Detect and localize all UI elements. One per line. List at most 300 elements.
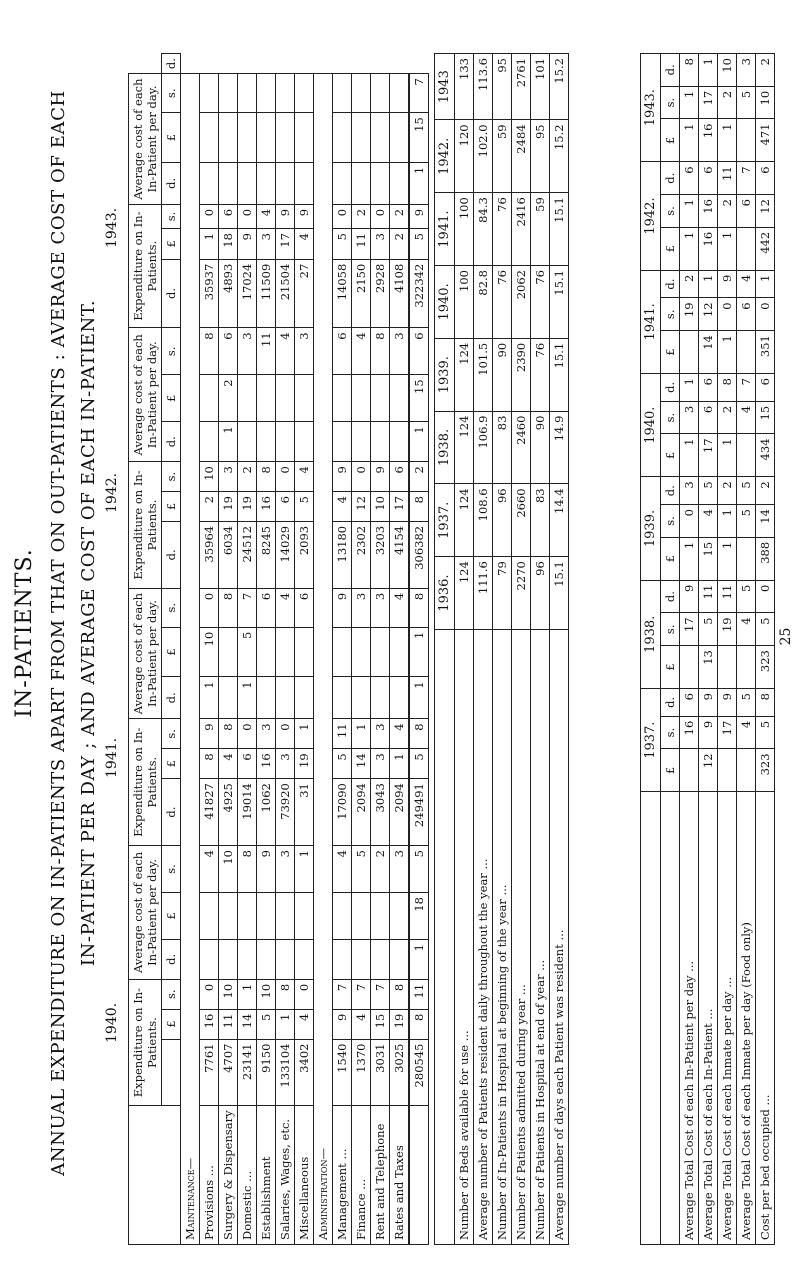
unit-header: s. [661,716,680,749]
cell-value: 2928 [371,259,390,328]
cell-value [371,162,390,204]
cell-value [295,422,314,462]
cell-value: 1 [680,227,699,270]
cell-value [276,939,295,979]
cell-value: 3 [371,749,390,779]
cell-value [200,893,219,940]
cell-value: 90 [493,338,512,411]
cell-value: 4154 [390,521,410,588]
table-row [295,54,314,1245]
unit-header: £ [162,229,181,260]
cell-value: 5 [333,749,352,779]
cell-value: 2 [756,54,775,87]
year-header: 1943 [435,54,455,120]
cell-value [276,375,295,422]
cell-value: 8 [276,979,295,1009]
cell-value: 4 [295,462,314,492]
cell-value: 4 [390,588,410,627]
cell-value: 0 [333,204,352,228]
expenditure-table [128,53,429,1245]
total-value: 2 [409,462,429,492]
cell-value: 9 [200,719,219,749]
cell-value: 14 [756,505,775,538]
cell-value: 16 [699,119,718,162]
cell-value: 2 [718,195,737,228]
unit-header: s. [661,505,680,538]
row-label: Miscellaneous [295,1106,314,1245]
cell-value: 11 [699,580,718,613]
unit-header: s. [162,846,181,893]
cell-value: 108.6 [474,484,493,557]
cell-value: 31 [295,779,314,846]
cell-value [257,74,276,113]
cell-value [219,113,238,163]
cell-value: 2390 [512,338,531,411]
cell-value: 19 [390,1009,410,1039]
cell-value [390,74,410,113]
row-label: Rates and Taxes [390,1106,410,1245]
cell-value: 95 [531,120,550,193]
cell-value [737,331,756,374]
cell-value: 0 [238,719,257,749]
unit-header: d. [661,477,680,505]
unit-header: £ [162,749,181,779]
cell-value: 0 [200,588,219,627]
cell-value [295,375,314,422]
cell-value: 11 [352,229,371,260]
unit-header: d. [162,54,181,74]
unit-header: s. [162,979,181,1009]
unit-header: £ [661,331,680,374]
table-row [455,54,474,1245]
cell-value: 5 [333,229,352,260]
cell-value [390,113,410,163]
total-value: 18 [409,893,429,940]
cell-value [276,893,295,940]
cell-value [371,74,390,113]
cell-value [276,113,295,163]
cell-value: 471 [756,119,775,162]
cell-value: 2 [238,462,257,492]
cell-value [219,939,238,979]
cell-value: 133 [455,54,474,120]
cell-value: 6 [390,462,410,492]
section-row [314,54,333,1245]
table-row [756,54,775,1245]
cell-value: 2761 [512,54,531,120]
units-row [661,54,680,1245]
unit-header: d. [162,677,181,719]
label-header [435,629,455,1244]
cell-value: 7761 [200,1039,219,1106]
total-value: 8 [409,588,429,627]
cell-value: 2094 [352,779,371,846]
table-row [200,54,219,1245]
cell-value [295,74,314,113]
cell-value: 0 [276,719,295,749]
cell-value [737,434,756,477]
cell-value [219,74,238,113]
cell-value: 15.2 [550,120,569,193]
cell-value: 388 [756,537,775,580]
cell-value: 3 [680,477,699,505]
cell-value: 19014 [238,779,257,846]
cell-value [219,677,238,719]
year-header: 1938. [641,580,661,688]
cell-value: 4108 [390,259,410,328]
cell-value [352,162,371,204]
cell-value: 6 [680,162,699,195]
cell-value: 7 [737,162,756,195]
cell-value: 4 [699,505,718,538]
cell-value: 10 [257,979,276,1009]
cell-value: 3 [371,229,390,260]
cell-value: 2 [718,477,737,505]
unit-header: £ [661,537,680,580]
cell-value: 4707 [219,1039,238,1106]
cell-value: 4 [295,1009,314,1039]
cell-value: 3 [680,401,699,434]
cell-value: 5 [238,627,257,677]
total-value: 5 [409,846,429,893]
cell-value: 0 [718,298,737,331]
cell-value: 76 [493,193,512,266]
cell-value: 8 [756,689,775,717]
cell-value: 1 [680,195,699,228]
total-value: 7 [409,74,429,113]
cell-value [352,893,371,940]
cell-value: 1 [680,537,699,580]
cell-value: 323 [756,646,775,689]
year-headings [104,53,124,1113]
cell-value: 13 [699,646,718,689]
row-label: Average number of Patients resident daily throughout the year ... [474,629,493,1244]
cell-value: 4 [737,716,756,749]
cell-value: 4 [333,492,352,522]
cell-value [333,113,352,163]
cell-value: 82.8 [474,266,493,339]
cell-value: 16 [257,492,276,522]
cell-value: 16 [699,195,718,228]
cell-value [276,677,295,719]
cell-value: 5 [737,689,756,717]
cell-value [238,893,257,940]
cell-value: 6 [756,374,775,402]
unit-header: £ [661,227,680,270]
cell-value: 4 [737,401,756,434]
year-header: 1937. [641,689,661,792]
cell-value: 15.1 [550,557,569,630]
table-row [512,54,531,1245]
year-header: 1938. [435,411,455,484]
cell-value: 9 [371,462,390,492]
cell-value: 12 [699,298,718,331]
average-header: Average cost of each In-Patient per day. [129,588,162,719]
unit-header: d. [162,162,181,204]
cell-value: 11 [718,580,737,613]
total-value: 1 [409,677,429,719]
row-label: Salaries, Wages, etc. [276,1106,295,1245]
cell-value: 6 [737,298,756,331]
year-header: 1940. [435,266,455,339]
cell-value: 3 [276,846,295,893]
total-value: 1 [409,422,429,462]
cell-value: 17 [390,492,410,522]
cell-value: 19 [295,749,314,779]
cell-value [238,939,257,979]
year-header: 1937. [435,484,455,557]
cell-value: 17024 [238,259,257,328]
cell-value: 2 [371,846,390,893]
cell-value: 9 [718,689,737,717]
row-label: Cost per bed occupied ... [756,792,775,1245]
row-label: Average Total Cost of each In-Patient ... [699,792,718,1245]
year-heading: 1942. [104,472,120,513]
cell-value: 1 [718,331,737,374]
year-header: 1942. [641,162,661,270]
cell-value: 4925 [219,779,238,846]
total-value: 249491 [409,779,429,846]
cell-value: 100 [455,193,474,266]
cell-value [295,162,314,204]
cell-value: 8 [219,719,238,749]
cell-value: 5 [737,477,756,505]
year-header: 1941. [641,270,661,373]
cell-value: 2270 [512,557,531,630]
row-label [409,1106,429,1245]
cell-value: 10 [219,979,238,1009]
cell-value: 10 [219,846,238,893]
cell-value: 17 [699,86,718,119]
cell-value [390,939,410,979]
cell-value: 1370 [352,1039,371,1106]
cell-value: 2 [718,401,737,434]
row-label: Number of Beds available for use ... [455,629,474,1244]
cell-value: 2484 [512,120,531,193]
cell-value: 1 [699,54,718,87]
table-row [257,54,276,1245]
cell-value: 2 [756,477,775,505]
row-label: Number of Patients in Hospital at end of year ... [531,629,550,1244]
cell-value: 8245 [257,521,276,588]
cell-value: 18 [219,229,238,260]
cell-value [295,677,314,719]
cell-value [371,113,390,163]
cell-value: 19 [680,298,699,331]
cell-value [200,74,219,113]
table-row [737,54,756,1245]
cell-value: 17 [276,229,295,260]
cell-value: 2660 [512,484,531,557]
cell-value: 1 [200,677,219,719]
table-row [333,54,352,1245]
cell-value: 9150 [257,1039,276,1106]
cell-value: 6034 [219,521,238,588]
cell-value: 1 [718,505,737,538]
average-cost-table [640,53,775,1245]
cell-value [200,113,219,163]
cell-value [371,893,390,940]
cell-value: 9 [276,204,295,228]
cell-value [333,939,352,979]
cell-value: 101 [531,54,550,120]
unit-header: d. [661,54,680,87]
average-header: Average cost of each In-Patient per day. [129,846,162,980]
cell-value: 17090 [333,779,352,846]
unit-header: s. [162,74,181,113]
cell-value: 4 [333,846,352,893]
row-label: Average number of days each Patient was resident ... [550,629,569,1244]
cell-value: 9 [333,588,352,627]
cell-value [257,375,276,422]
cell-value: 5 [737,505,756,538]
cell-value [238,113,257,163]
cell-value: 1 [718,537,737,580]
cell-value [257,422,276,462]
cell-value: 2150 [352,259,371,328]
unit-header: s. [661,613,680,646]
cell-value: 6 [276,492,295,522]
cell-value: 0 [680,505,699,538]
cell-value: 14 [699,331,718,374]
cell-value: 111.6 [474,557,493,630]
cell-value: 1 [680,434,699,477]
cell-value: 9 [238,229,257,260]
cell-value: 1 [680,119,699,162]
cell-value: 1540 [333,1039,352,1106]
cell-value: 6 [219,204,238,228]
cell-value: 442 [756,227,775,270]
cell-value: 3 [219,462,238,492]
cell-value: 5 [352,846,371,893]
cell-value: 1 [219,422,238,462]
expenditure-header: Expenditure on In-Patients. [129,204,162,327]
cell-value [390,375,410,422]
cell-value: 5 [756,613,775,646]
label-header [129,1106,181,1245]
unit-header: d. [162,521,181,588]
cell-value: 7 [238,588,257,627]
cell-value: 7 [371,979,390,1009]
cell-value: 1 [756,270,775,298]
page-subtitle-line-2: IN-PATIENT PER DAY ; AND AVERAGE COST OF EACH IN-PATIENT. [78,299,99,967]
year-header: 1940. [641,374,661,477]
cell-value: 5 [699,613,718,646]
cell-value: 6 [699,374,718,402]
cell-value: 15 [699,537,718,580]
unit-header: s. [661,195,680,228]
cell-value: 3 [295,328,314,375]
cell-value: 6 [238,749,257,779]
cell-value: 6 [756,162,775,195]
cell-value: 41827 [200,779,219,846]
cell-value: 2062 [512,266,531,339]
cell-value: 106.9 [474,411,493,484]
total-value: 11 [409,979,429,1009]
unit-header: d. [162,422,181,462]
cell-value: 15.1 [550,338,569,411]
unit-header: s. [661,298,680,331]
cell-value [219,893,238,940]
cell-value: 16 [200,1009,219,1039]
cell-value: 6 [333,328,352,375]
cell-value: 16 [257,749,276,779]
expenditure-header: Expenditure on In-Patients. [129,719,162,846]
cell-value [295,939,314,979]
unit-header: d. [661,270,680,298]
cell-value [257,162,276,204]
cell-value: 3402 [295,1039,314,1106]
cell-value: 3 [390,328,410,375]
cell-value: 9 [680,580,699,613]
cell-value [295,113,314,163]
total-value: 280545 [409,1039,429,1106]
cell-value: 4 [200,846,219,893]
cell-value: 4893 [219,259,238,328]
cell-value: 14.9 [550,411,569,484]
total-value: 1 [409,627,429,677]
cell-value: 17 [718,716,737,749]
cell-value: 102.0 [474,120,493,193]
cell-value [371,677,390,719]
cell-value [390,422,410,462]
cell-value [200,375,219,422]
cell-value [276,162,295,204]
cell-value [333,74,352,113]
cell-value [333,162,352,204]
row-label: Number of Patients admitted during year ... [512,629,531,1244]
cell-value: 7 [352,979,371,1009]
cell-value: 3 [352,588,371,627]
cell-value [333,893,352,940]
cell-value: 4 [276,588,295,627]
row-label: Surgery & Dispensary [219,1106,238,1245]
cell-value [257,939,276,979]
units-row [162,54,181,1245]
cell-value: 1 [390,749,410,779]
row-label: Rent and Telephone [371,1106,390,1245]
cell-value: 5 [699,477,718,505]
cell-value: 1 [680,374,699,402]
cell-value: 9 [333,462,352,492]
cell-value: 15 [371,1009,390,1039]
row-label: Average Total Cost of each In-Patient per day ... [680,792,699,1245]
year-heading: 1941. [104,737,120,778]
unit-header: s. [162,719,181,749]
cell-value: 0 [200,204,219,228]
cell-value: 35937 [200,259,219,328]
cell-value [680,749,699,792]
total-value: 306382 [409,521,429,588]
cell-value: 2416 [512,193,531,266]
section-label: Administration— [314,74,333,1245]
cell-value [333,375,352,422]
cell-value: 2 [390,204,410,228]
cell-value [371,627,390,677]
label-header [661,792,680,1245]
cell-value: 9 [699,716,718,749]
cell-value [295,627,314,677]
table-row [390,54,410,1245]
cell-value [333,422,352,462]
unit-header: s. [162,588,181,627]
unit-header: £ [661,646,680,689]
cell-value: 10 [718,54,737,87]
cell-value: 2 [219,375,238,422]
cell-value: 9 [718,270,737,298]
unit-header: £ [162,1009,181,1039]
cell-value: 14 [238,1009,257,1039]
